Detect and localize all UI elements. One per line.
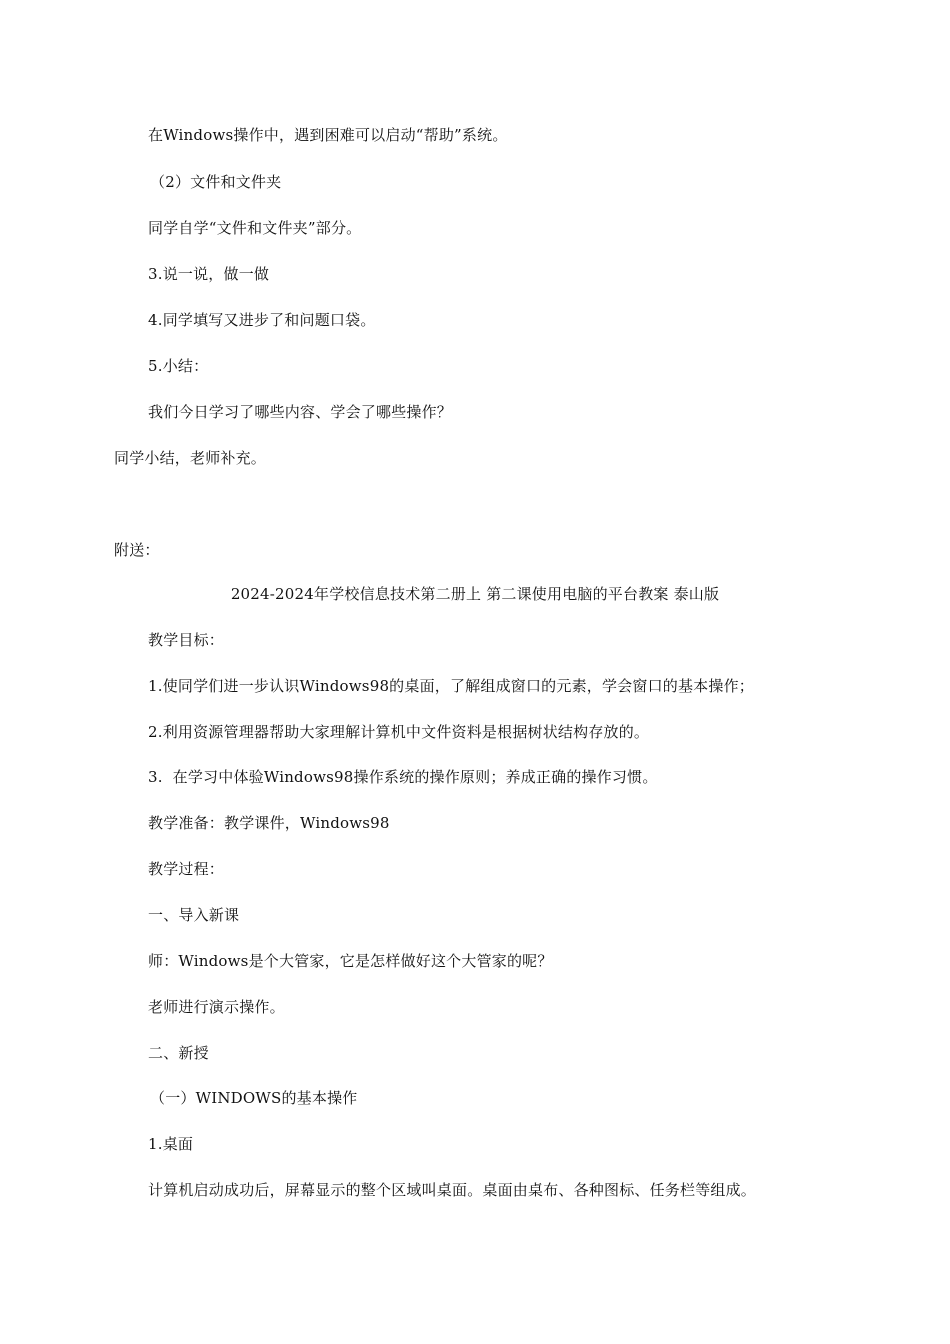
paragraph-teacher-question: 师：Windows是个大管家，它是怎样做好这个大管家的呢？ — [148, 952, 553, 970]
goal-item-3: 3. 在学习中体验Windows98操作系统的操作原则；养成正确的操作习惯。 — [148, 768, 658, 786]
item-fill-in: 4.同学填写又进步了和问题口袋。 — [148, 311, 376, 329]
paragraph-desktop-definition: 计算机启动成功后，屏幕显示的整个区域叫桌面。桌面由桌布、各种图标、任务栏等组成。 — [148, 1181, 757, 1199]
paragraph-student-summary: 同学小结，老师补充。 — [114, 449, 267, 467]
lesson-title: 2024-2024年学校信息技术第二册上 第二课使用电脑的平台教案 泰山版 — [230, 585, 720, 603]
section-intro: 一、导入新课 — [148, 906, 240, 924]
paragraph-help-system: 在Windows操作中，遇到困难可以启动“帮助”系统。 — [148, 126, 508, 144]
goal-item-2: 2.利用资源管理器帮助大家理解计算机中文件资料是根据树状结构存放的。 — [148, 723, 650, 741]
appendix-label: 附送： — [114, 541, 160, 559]
paragraph-question: 我们今日学习了哪些内容、学会了哪些操作？ — [148, 403, 453, 421]
paragraph-self-study: 同学自学“文件和文件夹”部分。 — [148, 219, 362, 237]
paragraph-demo: 老师进行演示操作。 — [148, 998, 285, 1016]
heading-files-folders: （2）文件和文件夹 — [150, 173, 282, 191]
item-say-and-do: 3.说一说，做一做 — [148, 265, 270, 283]
section-new-lesson: 二、新授 — [148, 1044, 209, 1062]
teaching-preparation: 教学准备：教学课件，Windows98 — [148, 814, 390, 832]
teaching-goals-heading: 教学目标： — [148, 631, 225, 649]
item-desktop: 1.桌面 — [148, 1135, 194, 1153]
teaching-process-heading: 教学过程： — [148, 860, 225, 878]
item-summary: 5.小结： — [148, 357, 209, 375]
goal-item-1: 1.使同学们进一步认识Windows98的桌面，了解组成窗口的元素，学会窗口的基本操作； — [148, 677, 754, 695]
subsection-windows-basics: （一）WINDOWS的基本操作 — [150, 1089, 358, 1107]
